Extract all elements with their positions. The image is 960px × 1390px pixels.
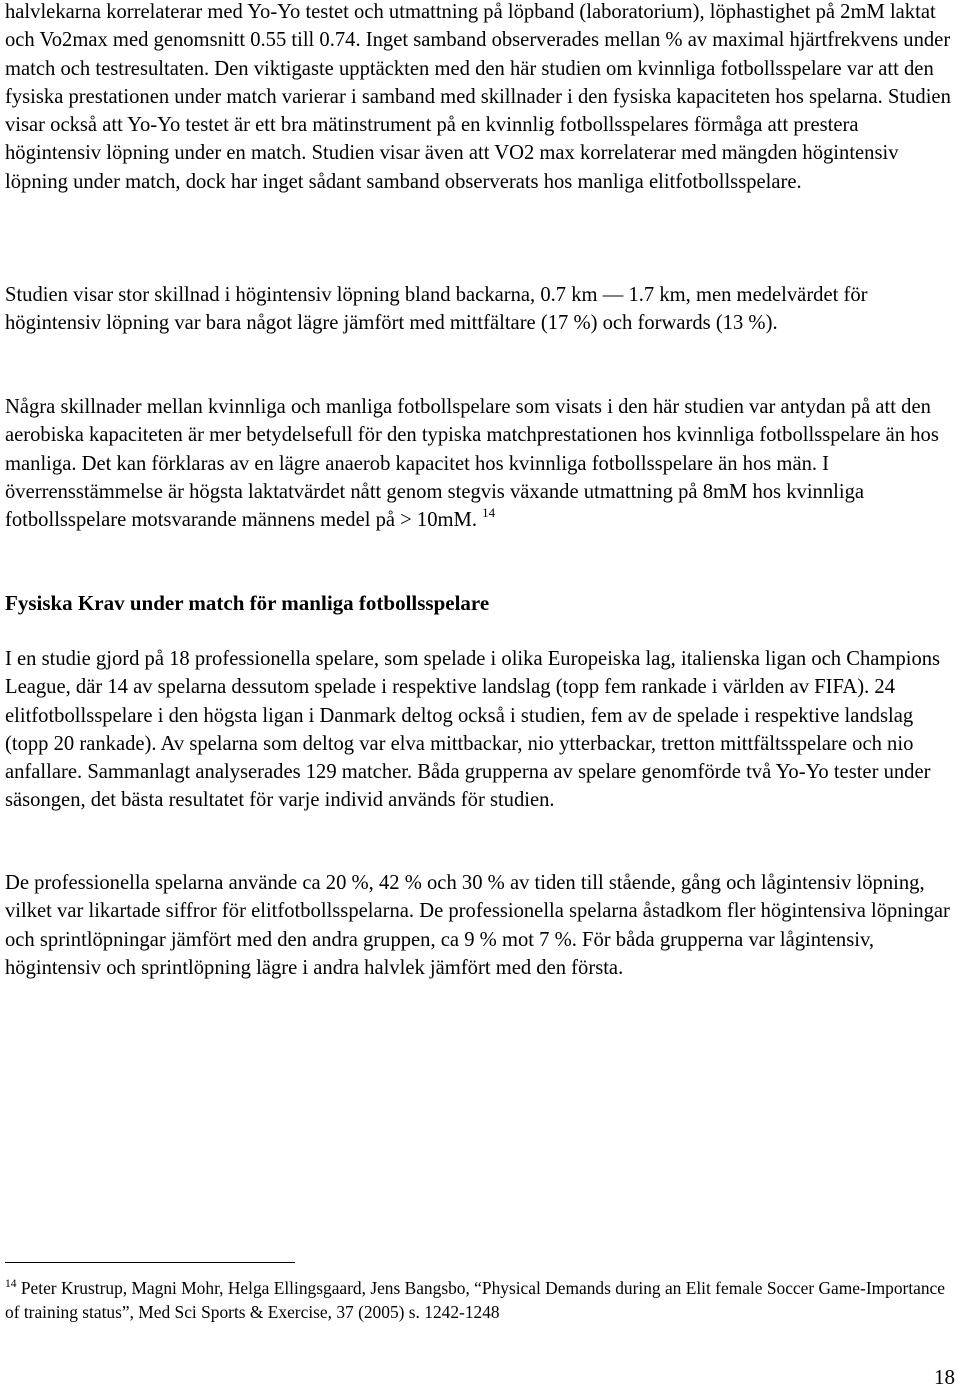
- footnote-number: 14: [5, 1278, 17, 1290]
- paragraph-activity-distribution: De professionella spelarna använde ca 20 %, 42 % och 30 % av tiden till stående, gång och lågintensiv löpning, vilket var likartade siffror för elitfotbollsspelarna. De professionella spelarna åstadkom fler högintensiva löpningar och sprintlöpningar jämfört med den andra gruppen, ca 9 % mot 7 %. För båda grupperna var lågintensiv, högintensiv och sprintlöpning lägre i andra halvlek jämfört med den första.: [5, 872, 950, 979]
- footnote-text: Peter Krustrup, Magni Mohr, Helga Ellingsgaard, Jens Bangsbo, “Physical Demands during an Elit female Soccer Game-Importance of training status”, Med Sci Sports & Exercise, 37 (2005) s. 1242-1248: [5, 1278, 945, 1322]
- paragraph-gender-differences-text: Några skillnader mellan kvinnliga och manliga fotbollspelare som visats i den här studien var antydan på att den aerobiska kapaciteten är mer betydelsefull för den typiska matchprestationen hos kvinnliga fotbollsspelare än hos manliga. Det kan förklaras av en lägre anaerob kapacitet hos kvinnliga fotbollsspelare än hos män. I överrensstämmelse är högsta laktatvärdet nått genom stegvis växande utmattning på 8mM hos kvinnliga fotbollsspelare motsvarande männens medel på > 10mM.: [5, 396, 939, 532]
- paragraph-study-setup: I en studie gjord på 18 professionella spelare, som spelade i olika Europeiska lag, italienska ligan och Champions League, där 14 av spelarna dessutom spelade i respektive landslag (topp fem rankade i världen av FIFA). 24 elitfotbollsspelare i den högsta ligan i Danmark deltog också i studien, fem av de spelade i respektive landslag (topp 20 rankade). Av spelarna som deltog var elva mittbackar, nio ytterbackar, tretton mittfältsspelare och nio anfallare. Sammanlagt analyserades 129 matcher. Båda grupperna av spelare genomförde två Yo-Yo tester under säsongen, det bästa resultatet för varje individ används för studien.: [5, 648, 941, 812]
- footnote-separator: [5, 1262, 295, 1263]
- page-number: 18: [934, 1365, 955, 1389]
- paragraph-backs-running: Studien visar stor skillnad i högintensiv löpning bland backarna, 0.7 km — 1.7 km, men medelvärdet för högintensiv löpning var bara något lägre jämfört med mittfältare (17 %) och forwards (13 %).: [5, 284, 868, 335]
- paragraph-yoyo-correlation: halvlekarna korrelaterar med Yo-Yo testet och utmattning på löpband (laboratorium), löphastighet på 2mM laktat och Vo2max med genomsnitt 0.55 till 0.74. Inget samband observerades mellan % av maximal hjärtfrekvens under match och testresultaten. Den viktigaste upptäckten med den här studien om kvinnliga fotbollsspelare var att den fysiska prestationen under match varierar i samband med skillnader i den fysiska kapaciteten hos spelarna. Studien visar också att Yo-Yo testet är ett bra mätinstrument på en kvinnlig fotbollsspelares förmåga att prestera högintensiv löpning under en match. Studien visar även att VO2 max korrelaterar med mängden högintensiv löpning under match, dock har inget sådant samband observerats hos manliga elitfotbollsspelare.: [5, 1, 951, 193]
- footnote: [5, 1276, 957, 1324]
- paragraph-gender-differences: [5, 393, 955, 534]
- section-heading: Fysiska Krav under match för manliga fotbollsspelare: [5, 591, 490, 615]
- footnote-reference[interactable]: 14: [482, 505, 496, 521]
